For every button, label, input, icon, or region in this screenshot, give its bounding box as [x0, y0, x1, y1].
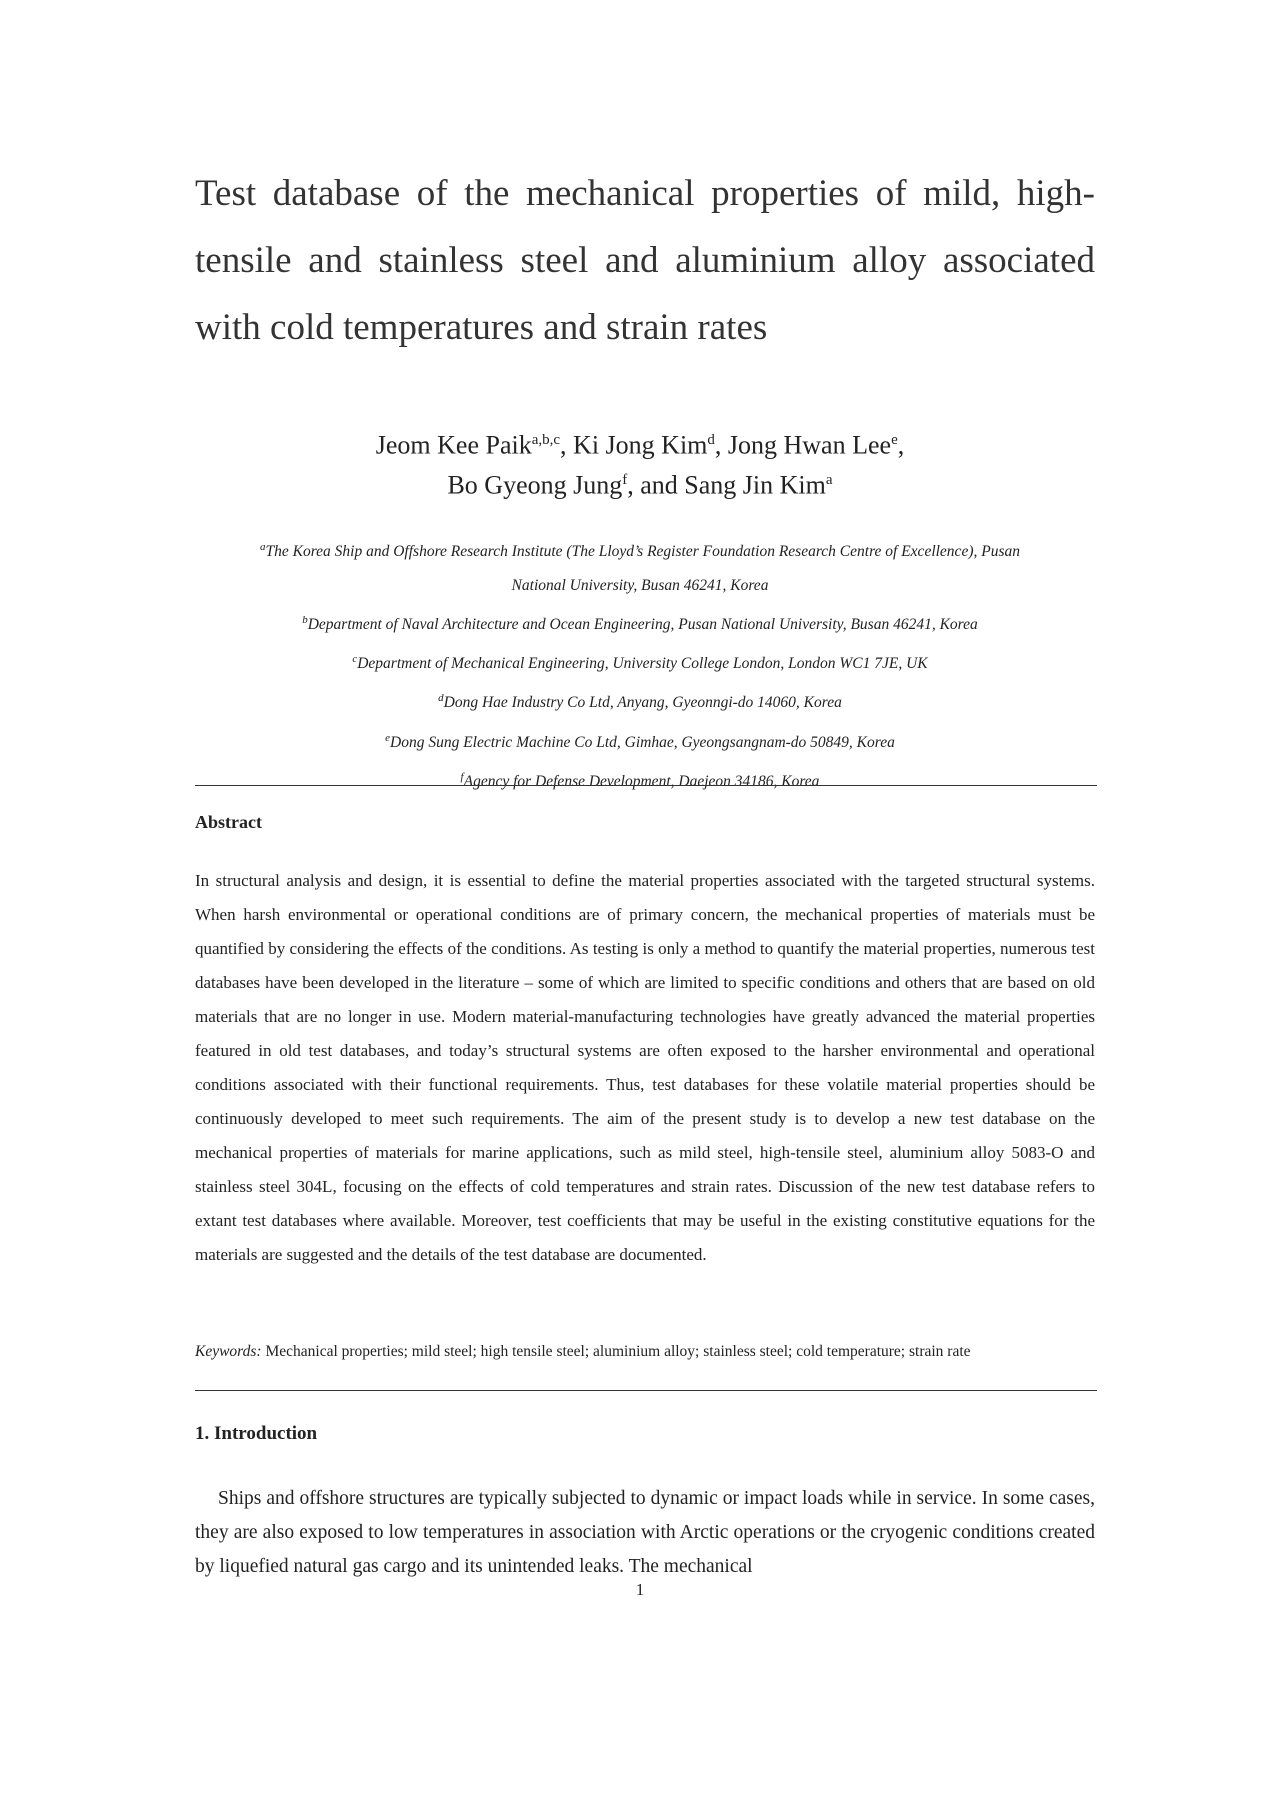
affiliation-c: $^c$Department of Mechanical Engineering, University College London, London WC1 7JE, UK	[352, 653, 928, 673]
author-affil-sup: a,b,c	[531, 432, 561, 448]
author-affil-sup: a	[825, 471, 833, 488]
author-name: Sang Jin Kim	[684, 470, 826, 500]
abstract-text: In structural analysis and design, it is essential to define the material properties associated with the targeted structural systems. When harsh environmental or operational conditions are of primary concern, the mechanical properties of materials must be quantified by considering the effects of the conditions. As testing is only a method to quantify the material properties, numerous test databases have been developed in the literature – some of which are limited to specific conditions and others that are based on old materials that are no longer in use. Modern material-manufacturing technologies have greatly advanced the material properties featured in old test databases, and today’s structural systems are often exposed to the harsher environmental and operational conditions associated with their functional requirements. Thus, test databases for these volatile material properties should be continuously developed to meet such requirements. The aim of the present study is to develop a new test database on the mechanical properties of materials for marine applications, such as mild steel, high-tensile steel, aluminium alloy 5083-O and stainless steel 304L, focusing on the effects of cold temperatures and strain rates. Discussion of the new test database refers to extant test databases where available. Moreover, test coefficients that may be useful in the existing constitutive equations for the materials are suggested and the details of the test database are documented.	[195, 871, 1095, 1264]
divider-bottom	[195, 1390, 1097, 1391]
author-line-1	[0, 423, 1280, 463]
keywords-text: Mechanical properties; mild steel; high tensile steel; aluminium alloy; stainless steel; cold temperature; strain rate	[265, 1343, 971, 1360]
divider-top	[195, 785, 1097, 786]
author-name: Bo Gyeong Jung	[447, 470, 623, 500]
affiliation-b: $^b$Department of Naval Architecture and Ocean Engineering, Pusan National University, Busan 46241, Korea	[302, 614, 978, 634]
section-heading-introduction: 1. Introduction	[195, 1423, 318, 1444]
author-affil-sup: e	[891, 432, 898, 448]
affiliation-d: $^d$Dong Hae Industry Co Ltd, Anyang, Gyeonngi-do 14060, Korea	[438, 692, 842, 712]
affiliation-list	[0, 530, 1280, 799]
author-sep: ,	[560, 430, 574, 460]
author-affil-sup: f	[622, 471, 628, 488]
page-number: 1	[635, 1580, 645, 1599]
affiliation-a-cont: National University, Busan 46241, Korea	[511, 577, 769, 595]
keywords-label: Keywords:	[195, 1343, 262, 1360]
affiliation-a: $^a$The Korea Ship and Offshore Research Institute (The Lloyd’s Register Foundation Research Centre of Excellence), Pusan	[260, 541, 1020, 561]
author-sep: ,	[714, 430, 728, 460]
affiliation-f: $^f$Agency for Defense Development, Daejeon 34186, Korea	[460, 770, 820, 790]
author-affil-sup: d	[707, 432, 715, 448]
paper-title: Test database of the mechanical properties of mild, high-tensile and stainless steel and aluminium alloy associated with cold temperatures and strain rates	[195, 173, 1095, 348]
affiliation-e: $^e$Dong Sung Electric Machine Co Ltd, Gimhae, Gyeongsangnam-do 50849, Korea	[385, 731, 895, 751]
author-line-2	[0, 463, 1280, 503]
author-name: Jong Hwan Lee	[727, 430, 892, 460]
author-list	[0, 423, 1280, 502]
author-sep: ,	[897, 430, 905, 460]
author-sep: , and	[627, 470, 685, 500]
author-name: Ki Jong Kim	[573, 430, 708, 460]
introduction-text: Ships and offshore structures are typically subjected to dynamic or impact loads while in service. In some cases, they are also exposed to low temperatures in association with Arctic operations or the cryogenic conditions created by liquefied natural gas cargo and its unintended leaks. The mechanical	[195, 1488, 1095, 1577]
abstract-heading: Abstract	[195, 812, 262, 832]
author-name: Jeom Kee Paik	[375, 430, 532, 460]
keywords-line	[195, 1340, 1095, 1364]
